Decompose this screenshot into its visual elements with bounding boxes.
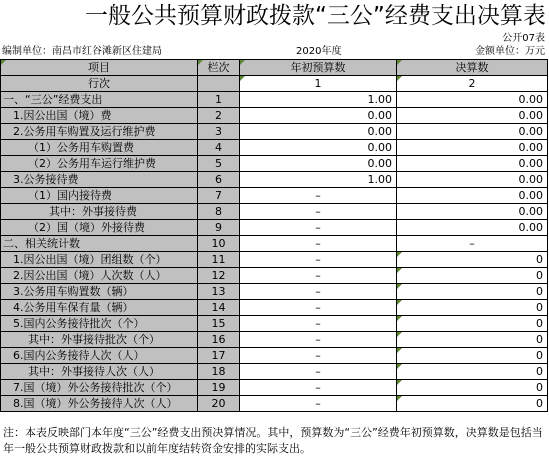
currency-unit: 金额单位：万元 [475,46,545,57]
table-row [1,316,548,332]
table-row [1,332,548,348]
row-budget: 0.00 [240,124,397,140]
report-title: 一般公共预算财政拨款“三公”经费支出决算表 [85,3,546,29]
row-final: 0 [397,364,548,380]
row-number: 14 [198,300,240,316]
row-final: 0.00 [397,92,548,108]
row-final: 0 [397,284,548,300]
row-budget: – [240,188,397,204]
row-number: 11 [198,252,240,268]
row-final: 0 [397,268,548,284]
row-number: 20 [198,396,240,412]
row-budget: – [240,332,397,348]
expense-table [0,59,548,412]
table-row [1,364,548,380]
row-budget: – [240,380,397,396]
row-number: 12 [198,268,240,284]
table-row [1,108,548,124]
table-row [1,156,548,172]
row-label: 1.因公出国（境）团组数（个） [1,252,198,268]
header-row [1,60,548,76]
row-budget: – [240,364,397,380]
row-final: 0 [397,380,548,396]
row-label: 2.公务用车购置及运行维护费 [1,124,198,140]
row-budget: 0.00 [240,156,397,172]
row-label: 其中：外事接待人次（人） [1,364,198,380]
row-budget: – [240,220,397,236]
row-number: 9 [198,220,240,236]
footnote: 注：本表反映部门本年度“三公”经费支出预决算情况。其中，预算数为“三公”经费年初预算数，决算数是包括当年一般公共预算财政拨款和以前年度结转资金安排的实际支出。 [3,426,543,455]
header-item: 项目 [1,60,198,76]
header-budget-no: 1 [240,76,397,92]
row-budget: – [240,396,397,412]
row-final: 0 [397,316,548,332]
row-final: 0.00 [397,172,548,188]
row-final: 0 [397,396,548,412]
row-label: 一、“三公”经费支出 [1,92,198,108]
row-number: 6 [198,172,240,188]
table-row [1,268,548,284]
row-label: 4.公务用车保有量（辆） [1,300,198,316]
row-final: 0.00 [397,108,548,124]
row-budget: 1.00 [240,92,397,108]
table-row [1,220,548,236]
row-budget: – [240,284,397,300]
row-label: （1）公务用车购置费 [1,140,198,156]
row-final: 0.00 [397,156,548,172]
row-number: 1 [198,92,240,108]
compiling-unit: 编制单位：南昌市红谷滩新区住建局 [2,46,162,57]
form-number: 公开07表 [502,33,545,44]
header-final: 决算数 [397,60,548,76]
table-row [1,284,548,300]
row-label: （1）国内接待费 [1,188,198,204]
row-label: 7.国（境）外公务接待批次（个） [1,380,198,396]
row-number: 5 [198,156,240,172]
table-row [1,124,548,140]
row-label: （2）公务用车运行维护费 [1,156,198,172]
row-label: 8.国（境）外公务接待人次（人） [1,396,198,412]
row-budget: – [240,252,397,268]
row-label: 2.因公出国（境）人次数（人） [1,268,198,284]
table-row [1,188,548,204]
row-number: 10 [198,236,240,252]
row-number: 17 [198,348,240,364]
row-final: 0.00 [397,140,548,156]
row-budget: – [240,316,397,332]
table-row [1,172,548,188]
row-final: 0.00 [397,124,548,140]
table-row [1,252,548,268]
row-budget: 0.00 [240,140,397,156]
fiscal-year: 2020年度 [296,46,342,57]
header-col: 栏次 [198,60,240,76]
row-final: 0.00 [397,188,548,204]
row-budget: – [240,236,397,252]
table-row [1,380,548,396]
table-row [1,140,548,156]
row-final: 0 [397,332,548,348]
row-number: 19 [198,380,240,396]
row-number: 18 [198,364,240,380]
row-budget: – [240,204,397,220]
row-final: 0 [397,252,548,268]
row-label: 其中：外事接待费 [1,204,198,220]
table-row [1,236,548,252]
row-number: 2 [198,108,240,124]
table-row [1,92,548,108]
row-budget: 0.00 [240,108,397,124]
row-final: – [397,236,548,252]
row-budget: – [240,300,397,316]
row-number: 7 [198,188,240,204]
row-budget: 1.00 [240,172,397,188]
row-final: 0 [397,300,548,316]
header-row-label: 行次 [1,76,198,92]
header-index-row [1,76,548,92]
row-label: 3.公务用车购置数（辆） [1,284,198,300]
row-label: 二、相关统计数 [1,236,198,252]
row-label: 3.公务接待费 [1,172,198,188]
row-final: 0 [397,348,548,364]
row-number: 13 [198,284,240,300]
header-budget: 年初预算数 [240,60,397,76]
row-label: 其中：外事接待批次（个） [1,332,198,348]
row-budget: – [240,268,397,284]
row-final: 0.00 [397,204,548,220]
row-final: 0.00 [397,220,548,236]
table-row [1,348,548,364]
header-final-no: 2 [397,76,548,92]
row-label: 5.国内公务接待批次（个） [1,316,198,332]
row-budget: – [240,348,397,364]
table-row [1,300,548,316]
row-number: 3 [198,124,240,140]
row-number: 8 [198,204,240,220]
row-number: 4 [198,140,240,156]
row-label: 6.国内公务接待人次（人） [1,348,198,364]
header-col-blank [198,76,240,92]
row-number: 16 [198,332,240,348]
table-row [1,204,548,220]
row-label: （2）国（境）外接待费 [1,220,198,236]
row-label: 1.因公出国（境）费 [1,108,198,124]
row-number: 15 [198,316,240,332]
table-row [1,396,548,412]
